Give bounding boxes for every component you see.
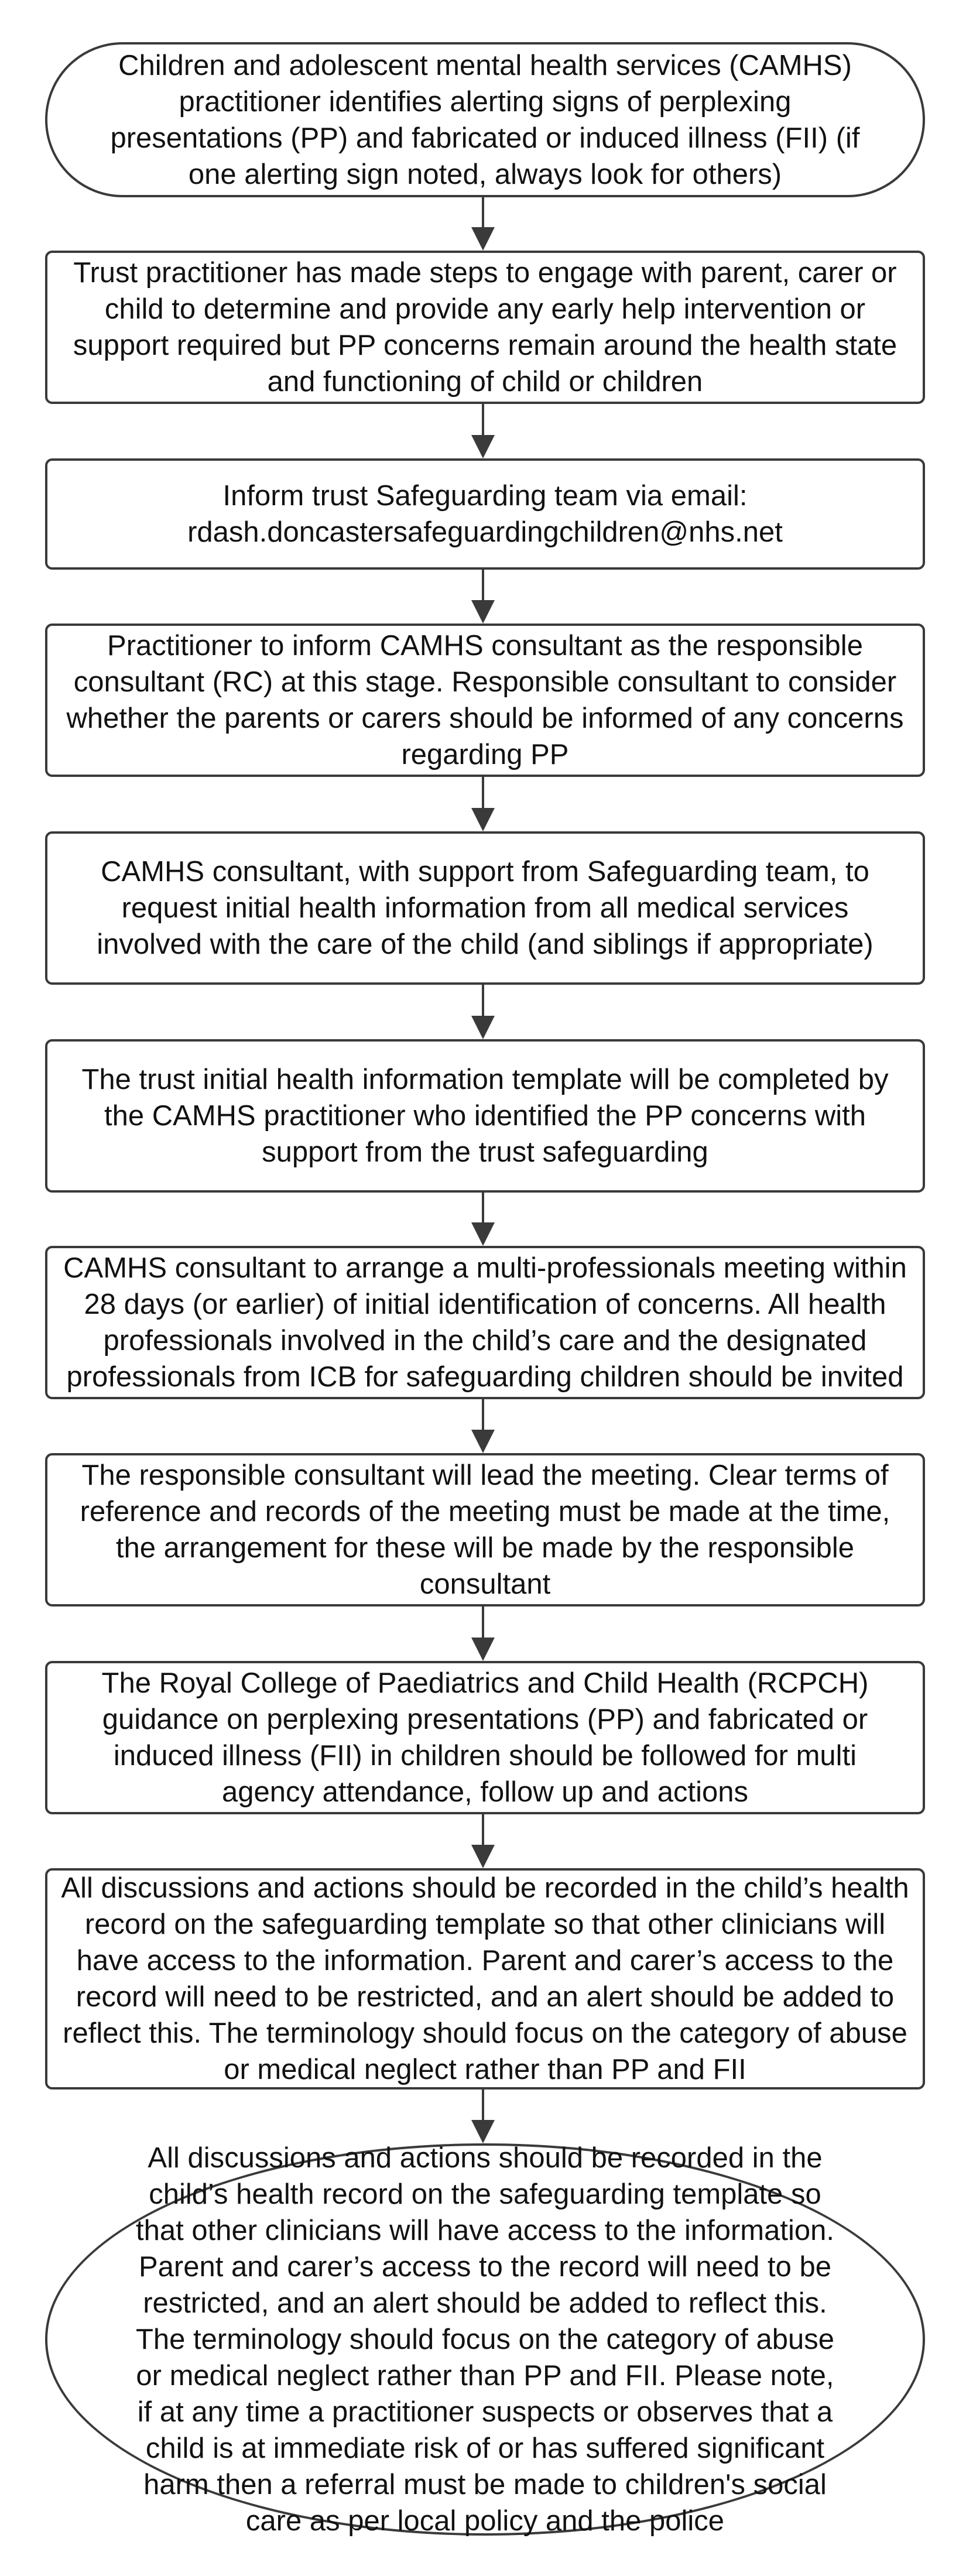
flow-step-inform-consultant-text: Practitioner to inform CAMHS consultant as the responsible consultant (RC) at this stage. Responsible consultant to consider whether the parents or carers should be informed of any concerns regarding PP bbox=[66, 630, 904, 770]
flow-step-request-info-text: CAMHS consultant, with support from Safeguarding team, to request initial health information from all medical services involved with the care of the child (and siblings if appropriate) bbox=[97, 856, 873, 960]
flow-step-meeting-text: CAMHS consultant to arrange a multi-professionals meeting within 28 days (or earlier) of initial identification of concerns. All health professionals involved in the child’s care and the designated professionals from ICB for safeguarding children should be invited bbox=[63, 1252, 907, 1393]
flow-step-rcpch-text: The Royal College of Paediatrics and Child Health (RCPCH) guidance on perplexing presentations (PP) and fabricated or induced illness (FII) in children should be followed for multi agency attendance, follow up and actions bbox=[101, 1667, 869, 1808]
flow-step-lead-meeting-text: The responsible consultant will lead the meeting. Clear terms of reference and records of the meeting must be made at the time, the arrangement for these will be made by the responsible consultant bbox=[80, 1460, 890, 1600]
flow-step-record-text: All discussions and actions should be recorded in the child’s health record on the safeguarding template so that other clinicians will have access to the information. Parent and carer’s access to the record will need to be restricted, and an alert should be added to reflect this. The terminology should focus on the category of abuse or medical neglect rather than PP and FII bbox=[61, 1872, 909, 2085]
flow-step-engage-text: Trust practitioner has made steps to engage with parent, carer or child to determine and provide any early help intervention or support required but PP concerns remain around the health state and functioning of child or children bbox=[73, 257, 898, 398]
flow-step-template-text: The trust initial health information template will be completed by the CAMHS practitioner who identified the PP concerns with support from the trust safeguarding bbox=[81, 1064, 889, 1168]
flow-step-inform-safeguarding-text: Inform trust Safeguarding team via email: rdash.doncastersafeguardingchildren@nhs.net bbox=[187, 480, 783, 548]
flow-step-start-text: Children and adolescent mental health services (CAMHS) practitioner identifies alerting signs of perplexing presentations (PP) and fabricated or induced illness (FII) (if one alerting sign noted, always look for others) bbox=[110, 49, 860, 190]
flow-step-end-text: All discussions and actions should be recorded in the child’s health record on the safeguarding template so that other clinicians will have access to the information. Parent and carer’s access to the record will need to be restricted, and an alert should be added to reflect this. The terminology should focus on the category of abuse or medical neglect rather than PP and FII. Please note, if at any time a practitioner suspects or observes that a child is at immediate risk of or has suffered significant harm then a referral must be made to children's social care as per local policy and the police bbox=[135, 2142, 835, 2537]
